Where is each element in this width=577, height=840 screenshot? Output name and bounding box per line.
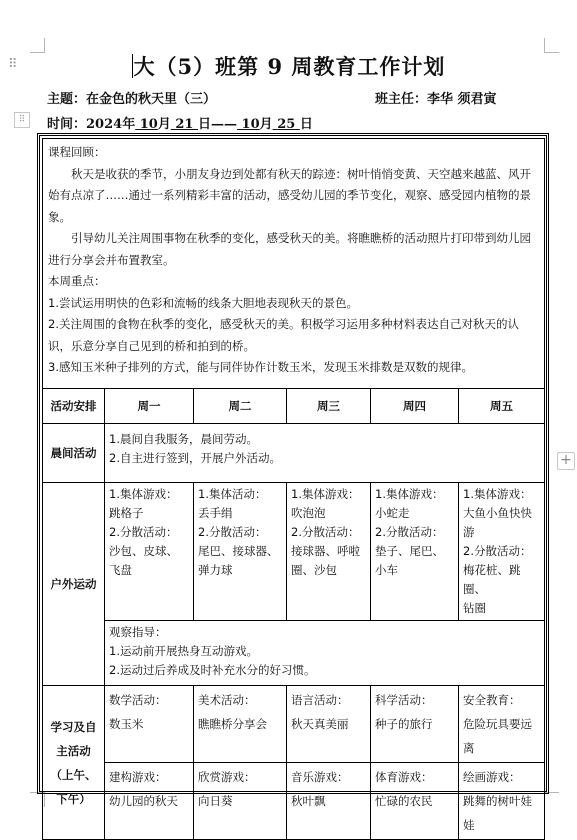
review-paragraph-1: 秋天是收获的季节，小朋友身边到处都有秋天的踪迹：树叶悄悄变黄、天空越来越蓝、风开始有点凉了……通过一系列精彩丰富的活动，感受幼儿园的季节变化，观察、感受园内植物的景象。: [48, 166, 531, 224]
focus-item-3: 3.感知玉米种子排列的方式，能与同伴协作计数玉米，发现玉米排数是双数的规律。: [48, 360, 473, 374]
header-monday[interactable]: 周一: [105, 389, 194, 424]
time-line: 时间：2024年 10月 21 日—— 10月 25 日: [47, 117, 313, 132]
observe-guidance[interactable]: 观察指导： 1.运动前开展热身互动游戏。 2.运动过后养成及时补充水分的好习惯。: [105, 621, 545, 686]
morning-row: [43, 424, 545, 483]
review-label: 课程回顾：: [48, 145, 106, 159]
study-thursday-2[interactable]: 体育游戏： 忙碌的农民: [371, 763, 459, 840]
study-row-2: [43, 763, 545, 840]
outdoor-row: [43, 483, 545, 621]
focus-item-1: 1.尝试运用明快的色彩和流畅的线条大胆地表现秋天的景色。: [48, 295, 358, 310]
table-move-handle-icon[interactable]: ⠿: [14, 112, 30, 128]
theme-line: 主题：在金色的秋天里（三）: [47, 92, 217, 107]
study-thursday-1[interactable]: 科学活动： 种子的旅行: [371, 686, 459, 763]
study-tuesday-1[interactable]: 美术活动： 瞧瞧桥分享会: [194, 686, 287, 763]
header-thursday[interactable]: 周四: [371, 389, 459, 424]
theme-value: 在金色的秋天里（三）: [86, 92, 217, 107]
focus-item-2: 2.关注周围的食物在秋季的变化，感受秋天的美。积极学习运用多种材料表达自己对秋天的认识，乐意分享自己见到的桥和拍到的桥。: [48, 317, 519, 353]
outdoor-thursday[interactable]: 1.集体游戏： 小蛇走 2.分散活动： 垫子、尾巴、 小车: [371, 483, 459, 621]
study-monday-2[interactable]: 建构游戏： 幼儿园的秋天: [105, 763, 194, 840]
outdoor-friday[interactable]: 1.集体游戏： 大鱼小鱼快快 游 2.分散活动： 梅花桩、跳圈、 钻圈: [459, 483, 545, 621]
outdoor-label[interactable]: 户外运动: [43, 483, 105, 686]
weekly-plan-table: [42, 138, 545, 840]
study-monday-1[interactable]: 数学活动： 数玉米: [105, 686, 194, 763]
study-label[interactable]: 学习及自 主活动 （上午、 下午）: [43, 686, 105, 840]
study-friday-1[interactable]: 安全教育： 危险玩具要远离: [459, 686, 545, 763]
document-title[interactable]: 大（5）班第 9 周教育工作计划: [133, 54, 446, 79]
drag-handle-icon[interactable]: ⠿: [8, 57, 18, 72]
course-review-cell[interactable]: [43, 139, 545, 389]
outdoor-tuesday[interactable]: 1.集体活动： 丢手绢 2.分散活动： 尾巴、接球器、 弹力球: [194, 483, 287, 621]
morning-content[interactable]: 1.晨间自我服务，晨间劳动。 2.自主进行签到，开展户外活动。: [105, 424, 545, 483]
teacher-line: 班主任：李华 须君寅: [375, 92, 497, 107]
study-wednesday-2[interactable]: 音乐游戏： 秋叶飘: [287, 763, 371, 840]
table-header-row: [43, 389, 545, 424]
study-friday-2[interactable]: 绘画游戏： 跳舞的树叶娃娃: [459, 763, 545, 840]
study-tuesday-2[interactable]: 欣赏游戏： 向日葵: [194, 763, 287, 840]
header-activity[interactable]: 活动安排: [43, 389, 105, 424]
review-paragraph-2: 引导幼儿关注周围事物在秋季的变化，感受秋天的美。将瞧瞧桥的活动照片打印带到幼儿园进行分享会并布置教室。: [48, 231, 531, 267]
header-tuesday[interactable]: 周二: [194, 389, 287, 424]
header-friday[interactable]: 周五: [459, 389, 545, 424]
teacher-names: 李华 须君寅: [427, 92, 497, 107]
study-wednesday-1[interactable]: 语言活动： 秋天真美丽: [287, 686, 371, 763]
add-column-button[interactable]: +: [557, 452, 575, 470]
page-corner-mark: [544, 792, 559, 807]
observe-row: [43, 621, 545, 686]
study-row-1: [43, 686, 545, 763]
morning-label[interactable]: 晨间活动: [43, 424, 105, 483]
outdoor-wednesday[interactable]: 1.集体游戏： 吹泡泡 2.分散活动： 接球器、呼啦 圈、沙包: [287, 483, 371, 621]
text-cursor: [132, 54, 133, 78]
focus-label: 本周重点：: [48, 274, 106, 288]
header-wednesday[interactable]: 周三: [287, 389, 371, 424]
outdoor-monday[interactable]: 1.集体游戏： 跳格子 2.分散活动： 沙包、皮球、 飞盘: [105, 483, 194, 621]
